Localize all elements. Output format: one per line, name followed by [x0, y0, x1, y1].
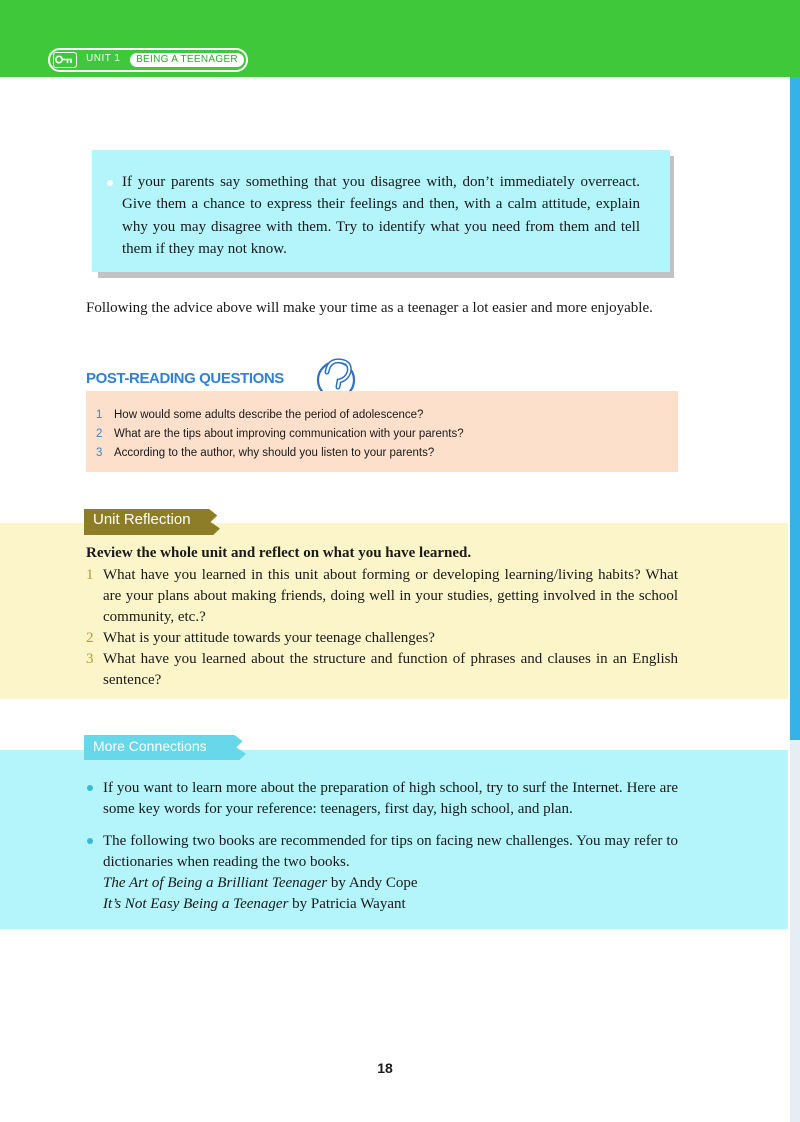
tip-bullet-icon: [107, 180, 113, 186]
reflection-number: 3: [86, 651, 94, 667]
tip-text: If your parents say something that you disagree with, don’t immediately overreact. Give them a chance to express their feelings and then, with a calm attitude, explain why you may disagree with them. Try to identify what you need from them and tell them if they may not know.: [122, 174, 640, 257]
unit-reflection-title: Unit Reflection: [93, 511, 191, 528]
unit-number: UNIT 1: [86, 53, 121, 64]
question-item: [96, 445, 434, 461]
reflection-text: What have you learned about the structure and function of phrases and clauses in an English sentence?: [103, 651, 678, 688]
question-number: 3: [96, 447, 103, 459]
question-number: 1: [96, 409, 103, 421]
connections-item: If you want to learn more about the preparation of high school, try to surf the Internet. Here are some key words for your reference: teenagers, first day, high school, and plan.: [103, 780, 678, 817]
reflection-text: What is your attitude towards your teenage challenges?: [103, 630, 435, 646]
reflection-item: [86, 565, 678, 628]
reflection-number: 1: [86, 567, 94, 583]
book-entry: [103, 894, 678, 915]
question-text: What are the tips about improving communication with your parents?: [114, 428, 464, 440]
unit-title: BEING A TEENAGER: [130, 53, 244, 67]
bullet-icon: [87, 838, 93, 844]
side-strip-blue: [790, 77, 800, 740]
connections-item: [103, 831, 678, 915]
book-author: by Andy Cope: [327, 875, 418, 891]
reflection-text: What have you learned in this unit about forming or developing learning/living habits? What are your plans about making friends, doing well in your studies, getting involved in the school community, etc.?: [103, 567, 678, 625]
bullet-icon: [87, 785, 93, 791]
reflection-heading: Review the whole unit and reflect on what you have learned.: [86, 545, 472, 561]
book-title: The Art of Being a Brilliant Teenager: [103, 875, 328, 891]
key-icon: [53, 52, 77, 68]
following-text: Following the advice above will make your time as a teenager a lot easier and more enjoyable.: [86, 300, 653, 316]
connections-item-text: The following two books are recommended for tips on facing new challenges. You may refer to dictionaries when reading the two books.: [103, 833, 678, 870]
page-number: 18: [377, 1060, 393, 1076]
side-strip: [788, 77, 800, 1122]
reflection-item: [86, 649, 678, 691]
post-reading-title: POST-READING QUESTIONS: [86, 370, 284, 387]
question-text: How would some adults describe the period of adolescence?: [114, 409, 424, 421]
reflection-item: [86, 628, 678, 649]
book-title: It’s Not Easy Being a Teenager: [103, 896, 289, 912]
side-strip-grey: [790, 740, 800, 1122]
book-entry: [103, 873, 678, 894]
question-item: [96, 407, 423, 423]
more-connections-title: More Connections: [93, 738, 207, 754]
question-item: [96, 426, 464, 442]
question-text: According to the author, why should you listen to your parents?: [114, 447, 435, 459]
book-author: by Patricia Wayant: [288, 896, 406, 912]
reflection-number: 2: [86, 630, 94, 646]
unit-badge: [48, 48, 248, 72]
question-number: 2: [96, 428, 103, 440]
